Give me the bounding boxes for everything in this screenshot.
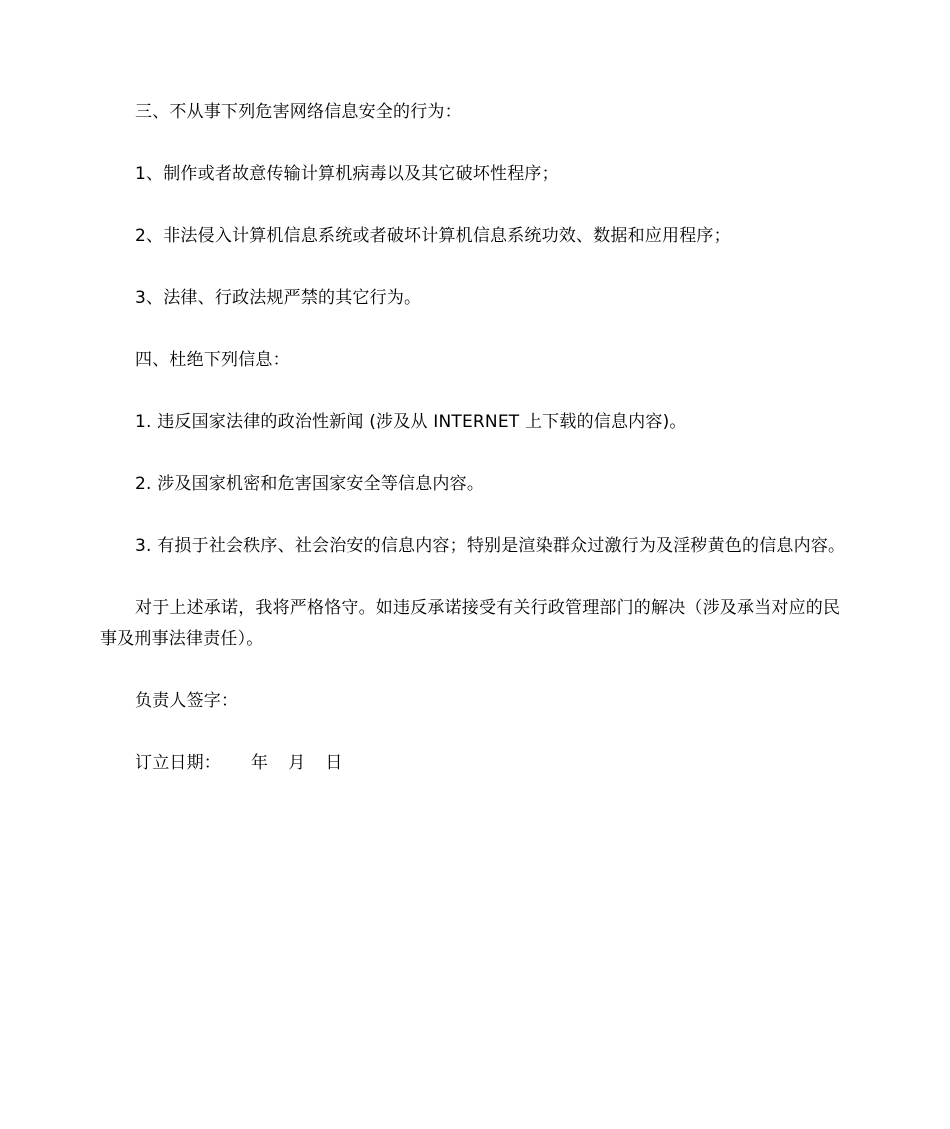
date-year-label: 年: [251, 753, 269, 773]
section-three-item-1: 1、制作或者故意传输计算机病毒以及其它破坏性程序；: [135, 164, 559, 184]
section-three-item-2: 2、非法侵入计算机信息系统或者破坏计算机信息系统功效、数据和应用程序；: [135, 226, 731, 246]
section-three-item-3: 3、法律、行政法规严禁的其它行为。: [135, 288, 422, 308]
section-three-heading: 三、不从事下列危害网络信息安全的行为：: [135, 102, 462, 122]
document-body: [100, 97, 852, 810]
section-four-item-2: 2. 涉及国家机密和危害国家安全等信息内容。: [135, 474, 485, 494]
signature-line: 负责人签字：: [135, 691, 239, 711]
date-line: [100, 748, 852, 779]
date-label: 订立日期：: [135, 753, 221, 773]
date-day-label: 日: [325, 753, 343, 773]
commitment-statement: 对于上述承诺，我将严格恪守。如违反承诺接受有关行政管理部门的解决（涉及承当对应的民事及刑事法律责任）。: [100, 598, 841, 649]
section-four-item-3: 3. 有损于社会秩序、社会治安的信息内容；特别是渲染群众过激行为及淫秽黄色的信息内容。: [135, 536, 846, 556]
date-month-label: 月: [288, 753, 306, 773]
section-four-item-1: 1. 违反国家法律的政治性新闻 (涉及从 INTERNET 上下载的信息内容)。: [135, 412, 687, 432]
section-four-heading: 四、杜绝下列信息：: [135, 350, 290, 370]
